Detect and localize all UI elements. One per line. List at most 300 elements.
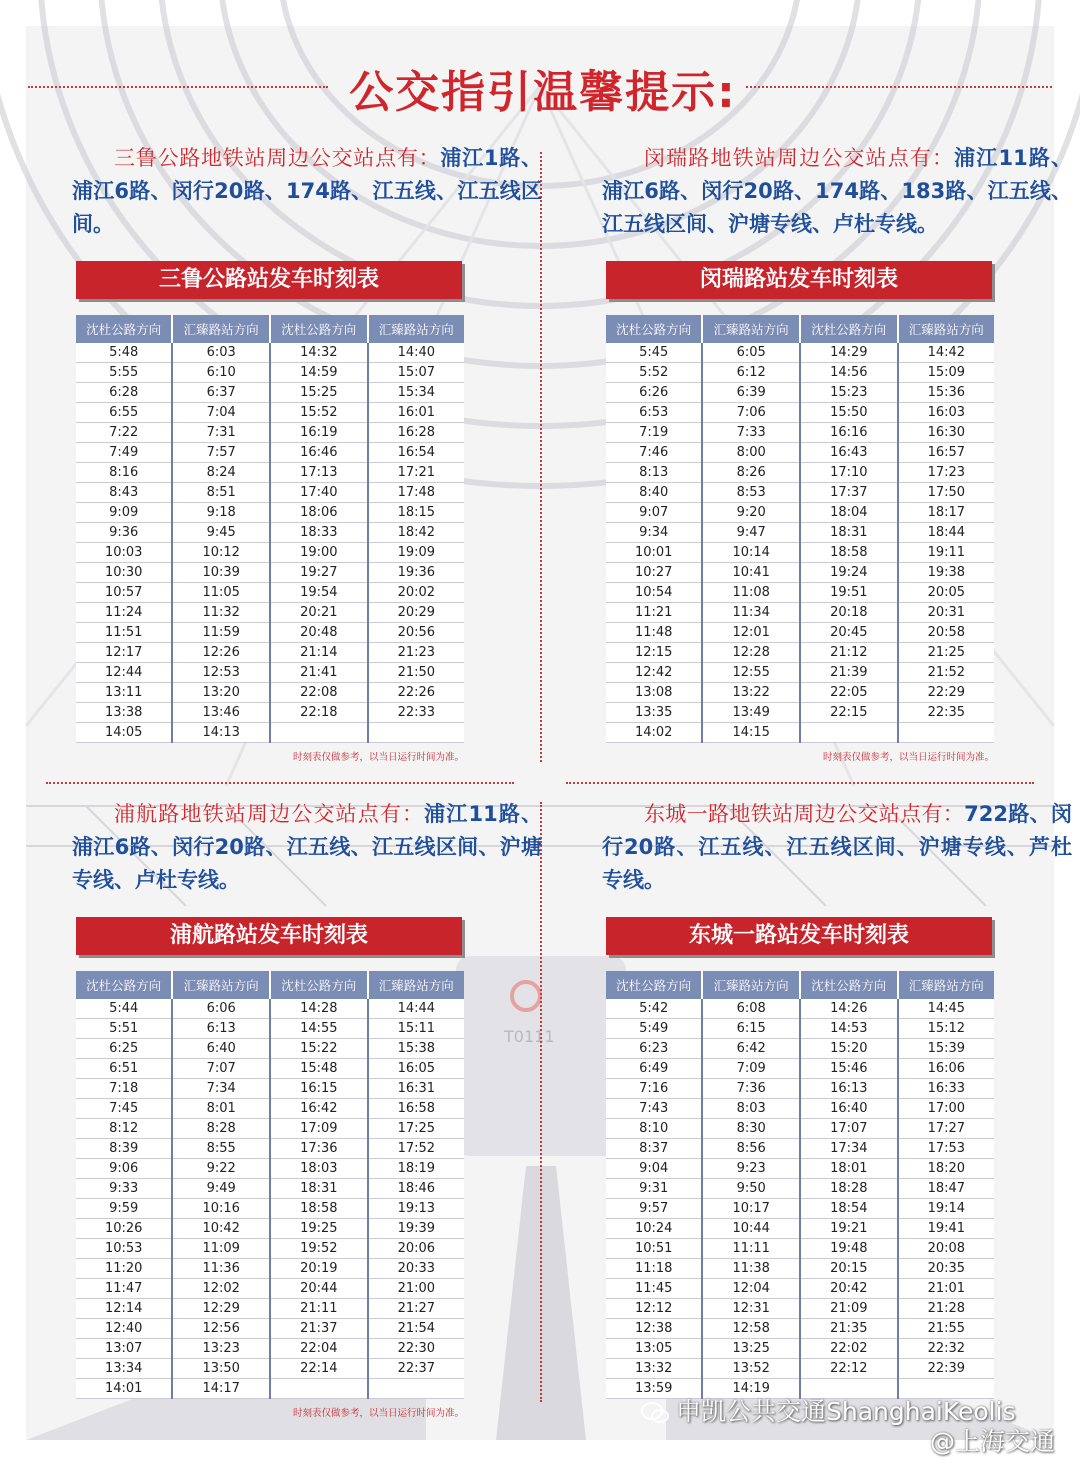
schedule-title: 浦航路站发车时刻表: [76, 917, 462, 955]
schedule-title: 闵瑞路站发车时刻表: [606, 261, 992, 299]
departure-time: 9:20: [702, 503, 800, 523]
table-row: [606, 1119, 994, 1139]
departure-time: 6:28: [76, 383, 172, 403]
departure-time: 9:22: [172, 1159, 270, 1179]
departure-time: 11:05: [172, 583, 270, 603]
departure-time: 12:04: [702, 1279, 800, 1299]
departure-time: 11:47: [76, 1279, 172, 1299]
departure-time: 17:40: [270, 483, 368, 503]
departure-time: 21:41: [270, 663, 368, 683]
departure-time: 18:58: [270, 1199, 368, 1219]
departure-time: 14:28: [270, 999, 368, 1019]
table-row: [606, 463, 994, 483]
departure-time: 20:08: [898, 1239, 994, 1259]
departure-time: 11:11: [702, 1239, 800, 1259]
departure-time: 12:15: [606, 643, 702, 663]
departure-time: 10:57: [76, 583, 172, 603]
section-sanlu: [72, 142, 542, 763]
departure-time: 7:43: [606, 1099, 702, 1119]
departure-time: 16:40: [800, 1099, 898, 1119]
departure-time: 22:12: [800, 1359, 898, 1379]
departure-time: 15:39: [898, 1039, 994, 1059]
departure-time: 13:49: [702, 703, 800, 723]
departure-time: 19:41: [898, 1219, 994, 1239]
table-row: [76, 1139, 464, 1159]
departure-time: 20:05: [898, 583, 994, 603]
departure-time: 9:07: [606, 503, 702, 523]
departure-time: [270, 723, 368, 743]
header: [26, 56, 1054, 120]
departure-time: 10:27: [606, 563, 702, 583]
departure-time: 12:26: [172, 643, 270, 663]
departure-time: 12:56: [172, 1319, 270, 1339]
departure-time: 21:37: [270, 1319, 368, 1339]
departure-time: 11:36: [172, 1259, 270, 1279]
departure-time: 14:42: [898, 343, 994, 363]
departure-time: 21:11: [270, 1299, 368, 1319]
station-intro-lead: 闵瑞路地铁站周边公交站点有：: [644, 146, 955, 170]
departure-time: 14:55: [270, 1019, 368, 1039]
departure-time: 13:23: [172, 1339, 270, 1359]
table-row: [76, 723, 464, 743]
stop-info: [72, 142, 542, 241]
departure-time: 6:05: [702, 343, 800, 363]
departure-time: 22:08: [270, 683, 368, 703]
departure-time: 17:52: [368, 1139, 464, 1159]
bus-routes: 浦江1路、浦江6路、闵行20路、174路、江五线、江五线区间。: [72, 146, 542, 236]
departure-time: 7:34: [172, 1079, 270, 1099]
departure-time: 8:24: [172, 463, 270, 483]
timetable: [606, 971, 994, 1399]
departure-time: 18:31: [270, 1179, 368, 1199]
disclaimer-note: 时刻表仅做参考，以当日运行时间为准。: [822, 752, 994, 763]
departure-time: 14:45: [898, 999, 994, 1019]
departure-time: 13:32: [606, 1359, 702, 1379]
table-row: [606, 703, 994, 723]
table-row: [606, 1039, 994, 1059]
poster: [26, 26, 1073, 1440]
train-code: T0111: [504, 1027, 555, 1046]
departure-time: 13:11: [76, 683, 172, 703]
departure-time: 8:53: [702, 483, 800, 503]
departure-time: 16:28: [368, 423, 464, 443]
table-row: [606, 523, 994, 543]
departure-time: 9:34: [606, 523, 702, 543]
departure-time: 21:25: [898, 643, 994, 663]
table-row: [76, 1159, 464, 1179]
timetable-body: [76, 343, 464, 743]
table-row: [606, 1139, 994, 1159]
departure-time: 6:06: [172, 999, 270, 1019]
departure-time: 19:24: [800, 563, 898, 583]
departure-time: 14:56: [800, 363, 898, 383]
departure-time: 22:32: [898, 1339, 994, 1359]
departure-time: 7:22: [76, 423, 172, 443]
table-row: [76, 423, 464, 443]
table-row: [606, 1319, 994, 1339]
departure-time: 13:35: [606, 703, 702, 723]
departure-time: 8:39: [76, 1139, 172, 1159]
table-row: [606, 1299, 994, 1319]
departure-time: 17:27: [898, 1119, 994, 1139]
departure-time: 16:01: [368, 403, 464, 423]
timetable: [606, 315, 994, 743]
table-row: [76, 603, 464, 623]
horizontal-divider-left: [46, 782, 514, 784]
table-row: [76, 1239, 464, 1259]
table-row: [76, 443, 464, 463]
departure-time: 17:07: [800, 1119, 898, 1139]
departure-time: 12:31: [702, 1299, 800, 1319]
table-row: [606, 1179, 994, 1199]
departure-time: 18:17: [898, 503, 994, 523]
departure-time: 7:46: [606, 443, 702, 463]
departure-time: 17:13: [270, 463, 368, 483]
departure-time: 16:46: [270, 443, 368, 463]
departure-time: 15:25: [270, 383, 368, 403]
departure-time: 20:18: [800, 603, 898, 623]
departure-time: 5:48: [76, 343, 172, 363]
table-row: [76, 1119, 464, 1139]
departure-time: 5:44: [76, 999, 172, 1019]
station-intro-lead: 三鲁公路地铁站周边公交站点有：: [114, 146, 441, 170]
departure-time: 9:36: [76, 523, 172, 543]
departure-time: 8:00: [702, 443, 800, 463]
timetable-body: [606, 343, 994, 743]
departure-time: 15:36: [898, 383, 994, 403]
departure-time: 8:26: [702, 463, 800, 483]
column-header: 汇臻路站方向: [898, 315, 994, 343]
departure-time: 18:47: [898, 1179, 994, 1199]
timetable: [76, 971, 464, 1399]
departure-time: 12:40: [76, 1319, 172, 1339]
departure-time: 7:36: [702, 1079, 800, 1099]
departure-time: 14:19: [702, 1379, 800, 1399]
departure-time: 18:15: [368, 503, 464, 523]
table-row: [606, 1279, 994, 1299]
departure-time: 6:12: [702, 363, 800, 383]
departure-time: 10:14: [702, 543, 800, 563]
departure-time: 22:37: [368, 1359, 464, 1379]
departure-time: 19:27: [270, 563, 368, 583]
table-row: [76, 1339, 464, 1359]
departure-time: 13:20: [172, 683, 270, 703]
departure-time: 18:03: [270, 1159, 368, 1179]
departure-time: 16:16: [800, 423, 898, 443]
departure-time: 12:42: [606, 663, 702, 683]
departure-time: 17:36: [270, 1139, 368, 1159]
departure-time: 21:27: [368, 1299, 464, 1319]
departure-time: 8:56: [702, 1139, 800, 1159]
departure-time: 8:43: [76, 483, 172, 503]
departure-time: 16:30: [898, 423, 994, 443]
table-row: [76, 623, 464, 643]
section-puhang: [72, 798, 542, 1419]
departure-time: 20:06: [368, 1239, 464, 1259]
departure-time: 22:15: [800, 703, 898, 723]
departure-time: 7:06: [702, 403, 800, 423]
departure-time: 15:07: [368, 363, 464, 383]
bus-routes: 浦江11路、浦江6路、闵行20路、江五线、江五线区间、沪塘专线、卢杜专线。: [72, 802, 542, 892]
page-title: 公交指引温馨提示:: [349, 67, 737, 118]
table-row: [76, 1299, 464, 1319]
departure-time: 11:20: [76, 1259, 172, 1279]
departure-time: 19:09: [368, 543, 464, 563]
column-header: 沈杜公路方向: [270, 315, 368, 343]
schedule-title: 三鲁公路站发车时刻表: [76, 261, 462, 299]
departure-time: 20:31: [898, 603, 994, 623]
table-row: [76, 1279, 464, 1299]
departure-time: 12:58: [702, 1319, 800, 1339]
departure-time: 15:09: [898, 363, 994, 383]
departure-time: 16:42: [270, 1099, 368, 1119]
table-row: [606, 663, 994, 683]
departure-time: 6:53: [606, 403, 702, 423]
departure-time: 10:42: [172, 1219, 270, 1239]
departure-time: 21:14: [270, 643, 368, 663]
column-header: 汇臻路站方向: [702, 971, 800, 999]
departure-time: 22:35: [898, 703, 994, 723]
departure-time: 10:01: [606, 543, 702, 563]
departure-time: 6:42: [702, 1039, 800, 1059]
table-row: [76, 1199, 464, 1219]
departure-time: 21:09: [800, 1299, 898, 1319]
departure-time: 20:45: [800, 623, 898, 643]
departure-time: 17:34: [800, 1139, 898, 1159]
table-row: [606, 483, 994, 503]
table-row: [606, 1199, 994, 1219]
departure-time: 6:51: [76, 1059, 172, 1079]
table-row: [76, 503, 464, 523]
departure-time: 8:30: [702, 1119, 800, 1139]
departure-time: 17:50: [898, 483, 994, 503]
departure-time: 15:20: [800, 1039, 898, 1059]
table-row: [606, 1059, 994, 1079]
table-row: [76, 383, 464, 403]
station-intro-lead: 浦航路地铁站周边公交站点有：: [114, 802, 425, 826]
bus-routes: 浦江11路、浦江6路、闵行20路、174路、183路、江五线、江五线区间、沪塘专线、卢杜专线。: [602, 146, 1072, 236]
departure-time: 10:12: [172, 543, 270, 563]
table-row: [606, 1259, 994, 1279]
departure-time: 16:19: [270, 423, 368, 443]
table-row: [76, 523, 464, 543]
departure-time: 10:53: [76, 1239, 172, 1259]
departure-time: 12:02: [172, 1279, 270, 1299]
departure-time: 18:04: [800, 503, 898, 523]
column-header: 沈杜公路方向: [76, 971, 172, 999]
departure-time: 11:18: [606, 1259, 702, 1279]
departure-time: 19:51: [800, 583, 898, 603]
departure-time: 22:33: [368, 703, 464, 723]
departure-time: 20:48: [270, 623, 368, 643]
disclaimer-note: 时刻表仅做参考，以当日运行时间为准。: [292, 1408, 464, 1419]
departure-time: 12:44: [76, 663, 172, 683]
wechat-icon: [640, 1401, 670, 1425]
horizontal-divider-right: [566, 782, 1034, 784]
departure-time: 11:38: [702, 1259, 800, 1279]
table-row: [76, 463, 464, 483]
departure-time: 22:02: [800, 1339, 898, 1359]
departure-time: 18:54: [800, 1199, 898, 1219]
departure-time: 19:00: [270, 543, 368, 563]
column-header: 汇臻路站方向: [368, 315, 464, 343]
departure-time: 11:24: [76, 603, 172, 623]
column-header: 汇臻路站方向: [898, 971, 994, 999]
table-row: [76, 999, 464, 1019]
departure-time: 22:29: [898, 683, 994, 703]
table-row: [76, 683, 464, 703]
departure-time: 8:12: [76, 1119, 172, 1139]
departure-time: 21:52: [898, 663, 994, 683]
table-row: [76, 1079, 464, 1099]
departure-time: 11:08: [702, 583, 800, 603]
departure-time: 12:14: [76, 1299, 172, 1319]
watermark-text: @上海交通: [930, 1427, 1056, 1456]
departure-time: 9:59: [76, 1199, 172, 1219]
table-row: [606, 1339, 994, 1359]
departure-time: 8:10: [606, 1119, 702, 1139]
departure-time: 13:34: [76, 1359, 172, 1379]
departure-time: 19:13: [368, 1199, 464, 1219]
departure-time: 18:19: [368, 1159, 464, 1179]
departure-time: 10:16: [172, 1199, 270, 1219]
departure-time: 13:50: [172, 1359, 270, 1379]
departure-time: 9:09: [76, 503, 172, 523]
departure-time: 20:19: [270, 1259, 368, 1279]
departure-time: 16:31: [368, 1079, 464, 1099]
departure-time: 6:25: [76, 1039, 172, 1059]
departure-time: 21:28: [898, 1299, 994, 1319]
departure-time: 9:33: [76, 1179, 172, 1199]
departure-time: 18:28: [800, 1179, 898, 1199]
departure-time: 16:13: [800, 1079, 898, 1099]
departure-time: 15:11: [368, 1019, 464, 1039]
departure-time: 12:12: [606, 1299, 702, 1319]
departure-time: 19:52: [270, 1239, 368, 1259]
departure-time: 14:29: [800, 343, 898, 363]
table-row: [606, 1239, 994, 1259]
departure-time: 14:40: [368, 343, 464, 363]
column-header: 沈杜公路方向: [76, 315, 172, 343]
departure-time: 9:31: [606, 1179, 702, 1199]
departure-time: 10:24: [606, 1219, 702, 1239]
departure-time: 19:11: [898, 543, 994, 563]
table-row: [606, 1359, 994, 1379]
departure-time: 15:38: [368, 1039, 464, 1059]
departure-time: 22:18: [270, 703, 368, 723]
table-row: [606, 643, 994, 663]
departure-time: 19:25: [270, 1219, 368, 1239]
table-row: [606, 583, 994, 603]
departure-time: 12:17: [76, 643, 172, 663]
departure-time: 18:44: [898, 523, 994, 543]
departure-time: 18:46: [368, 1179, 464, 1199]
departure-time: 13:07: [76, 1339, 172, 1359]
table-row: [76, 543, 464, 563]
timetable: [76, 315, 464, 743]
table-row: [76, 703, 464, 723]
departure-time: 8:01: [172, 1099, 270, 1119]
departure-time: 12:38: [606, 1319, 702, 1339]
departure-time: 21:01: [898, 1279, 994, 1299]
departure-time: 20:15: [800, 1259, 898, 1279]
table-row: [606, 1159, 994, 1179]
departure-time: 7:45: [76, 1099, 172, 1119]
departure-time: 21:23: [368, 643, 464, 663]
column-header: 汇臻路站方向: [172, 971, 270, 999]
table-row: [76, 643, 464, 663]
departure-time: 10:17: [702, 1199, 800, 1219]
departure-time: [270, 1379, 368, 1399]
departure-time: 10:41: [702, 563, 800, 583]
departure-time: 10:54: [606, 583, 702, 603]
departure-time: 16:57: [898, 443, 994, 463]
column-header: 沈杜公路方向: [606, 971, 702, 999]
table-row: [606, 503, 994, 523]
departure-time: 6:49: [606, 1059, 702, 1079]
column-header: 汇臻路站方向: [702, 315, 800, 343]
departure-time: 16:43: [800, 443, 898, 463]
departure-time: 15:12: [898, 1019, 994, 1039]
stop-info: [602, 142, 1072, 241]
column-header: 沈杜公路方向: [800, 971, 898, 999]
departure-time: 21:50: [368, 663, 464, 683]
header-rule-right: [746, 86, 1052, 88]
departure-time: 22:26: [368, 683, 464, 703]
table-row: [606, 363, 994, 383]
departure-time: 21:54: [368, 1319, 464, 1339]
departure-time: 9:50: [702, 1179, 800, 1199]
departure-time: 21:55: [898, 1319, 994, 1339]
station-intro-lead: 东城一路地铁站周边公交站点有：: [644, 802, 965, 826]
departure-time: 13:22: [702, 683, 800, 703]
departure-time: 7:31: [172, 423, 270, 443]
departure-time: 21:12: [800, 643, 898, 663]
departure-time: 6:23: [606, 1039, 702, 1059]
departure-time: 8:51: [172, 483, 270, 503]
table-row: [606, 403, 994, 423]
departure-time: 18:06: [270, 503, 368, 523]
departure-time: 6:10: [172, 363, 270, 383]
departure-time: 14:17: [172, 1379, 270, 1399]
departure-time: 18:58: [800, 543, 898, 563]
watermark-text: 申凯公共交通ShanghaiKeolis: [676, 1397, 1016, 1426]
table-row: [606, 1099, 994, 1119]
departure-time: 18:31: [800, 523, 898, 543]
table-row: [606, 343, 994, 363]
departure-time: 6:13: [172, 1019, 270, 1039]
departure-time: 15:34: [368, 383, 464, 403]
departure-time: 7:57: [172, 443, 270, 463]
departure-time: 13:38: [76, 703, 172, 723]
departure-time: 6:03: [172, 343, 270, 363]
departure-time: 11:32: [172, 603, 270, 623]
departure-time: 20:56: [368, 623, 464, 643]
departure-time: 9:04: [606, 1159, 702, 1179]
departure-time: 10:39: [172, 563, 270, 583]
departure-time: 22:04: [270, 1339, 368, 1359]
departure-time: 7:04: [172, 403, 270, 423]
departure-time: 20:35: [898, 1259, 994, 1279]
departure-time: 19:38: [898, 563, 994, 583]
departure-time: 15:23: [800, 383, 898, 403]
table-row: [606, 383, 994, 403]
departure-time: 22:39: [898, 1359, 994, 1379]
table-row: [606, 999, 994, 1019]
table-row: [76, 663, 464, 683]
table-row: [76, 1039, 464, 1059]
departure-time: 8:16: [76, 463, 172, 483]
